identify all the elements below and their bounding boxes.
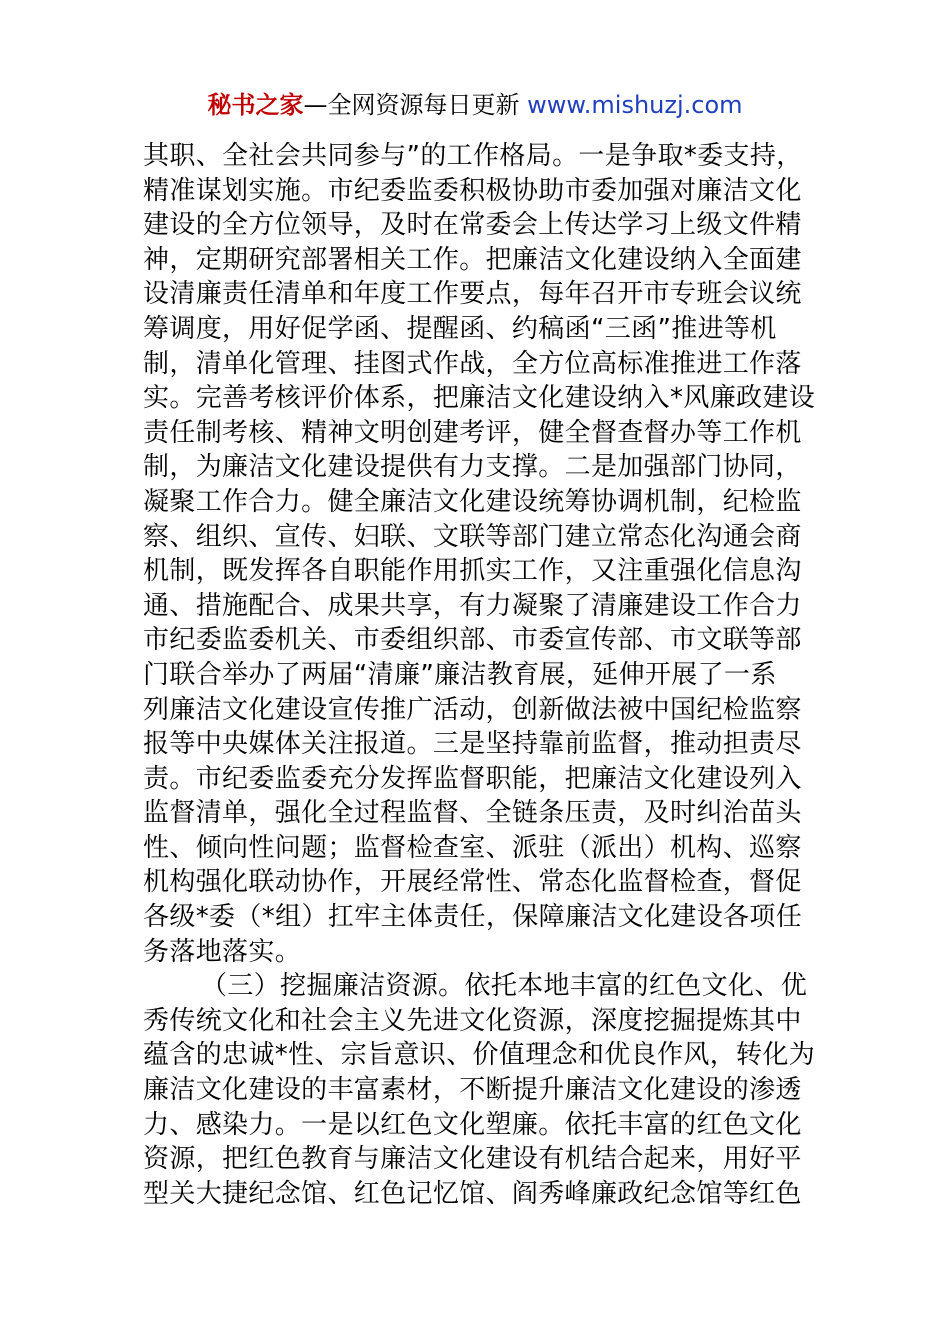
body-line: 通、措施配合、成果共享，有力凝聚了清廉建设工作合力 [143,590,802,621]
header-slogan: —全网资源每日更新 [303,91,528,119]
body-line: 报等中央媒体关注报道。三是坚持靠前监督，推动担责尽 [143,729,802,760]
body-line: 务落地落实。 [143,936,302,967]
body-line: 制，清单化管理、挂图式作战，全方位高标准推进工作落 [143,348,802,379]
body-line: 建设的全方位领导，及时在常委会上传达学习上级文件精 [143,210,802,241]
body-line: 制，为廉洁文化建设提供有力支撑。二是加强部门协同， [143,452,802,483]
body-line: 其职、全社会共同参与”的工作格局。一是争取*委支持， [143,141,803,171]
body-line: 神，定期研究部署相关工作。把廉洁文化建设纳入全面建 [143,244,802,275]
body-line: 资源，把红色教育与廉洁文化建设有机结合起来，用好平 [143,1144,802,1175]
page-header [0,88,950,122]
body-line: 力、感染力。一是以红色文化塑廉。依托丰富的红色文化 [143,1109,802,1140]
body-line: 凝聚工作合力。健全廉洁文化建设统筹协调机制，纪检监 [143,486,802,517]
body-line: 监督清单，强化全过程监督、全链条压责，及时纠治苗头 [143,798,802,829]
body-line: 列廉洁文化建设宣传推广活动，创新做法被中国纪检监察 [143,694,802,725]
body-line: 实。完善考核评价体系，把廉洁文化建设纳入*风廉政建设 [143,383,816,414]
body-line: 市纪委监委机关、市委组织部、市委宣传部、市文联等部 [143,625,802,656]
body-line: 蕴含的忠诚*性、宗旨意识、价值理念和优良作风，转化为 [143,1040,816,1071]
body-line: 筹调度，用好促学函、提醒函、约稿函“三函”推进等机 [143,313,777,344]
body-line: 精准谋划实施。市纪委监委积极协助市委加强对廉洁文化 [143,175,802,206]
body-line: 机构强化联动协作，开展经常性、常态化监督检查，督促 [143,867,802,898]
brand-name: 秘书之家 [207,91,304,119]
body-line: 门联合举办了两届“清廉”廉洁教育展，延伸开展了一系 [143,659,777,690]
body-line: 察、组织、宣传、妇联、文联等部门建立常态化沟通会商 [143,521,802,552]
site-url-link[interactable]: www.mishuzj.com [527,91,743,119]
body-line: 性、倾向性问题；监督检查室、派驻（派出）机构、巡察 [143,832,802,863]
body-line: 型关大捷纪念馆、红色记忆馆、阎秀峰廉政纪念馆等红色 [143,1178,802,1209]
body-line: 设清廉责任清单和年度工作要点，每年召开市专班会议统 [143,279,802,310]
section-heading-line: （三）挖掘廉洁资源。依托本地丰富的红色文化、优 [201,971,808,1002]
body-line: 责任制考核、精神文明创建考评，健全督查督办等工作机 [143,417,802,448]
body-line: 廉洁文化建设的丰富素材，不断提升廉洁文化建设的渗透 [143,1075,802,1106]
body-line: 秀传统文化和社会主义先进文化资源，深度挖掘提炼其中 [143,1005,802,1036]
body-line: 机制，既发挥各自职能作用抓实工作，又注重强化信息沟 [143,556,802,587]
body-line: 各级*委（*组）扛牢主体责任，保障廉洁文化建设各项任 [143,902,803,933]
document-body [143,139,823,1211]
body-line: 责。市纪委监委充分发挥监督职能，把廉洁文化建设列入 [143,763,802,794]
